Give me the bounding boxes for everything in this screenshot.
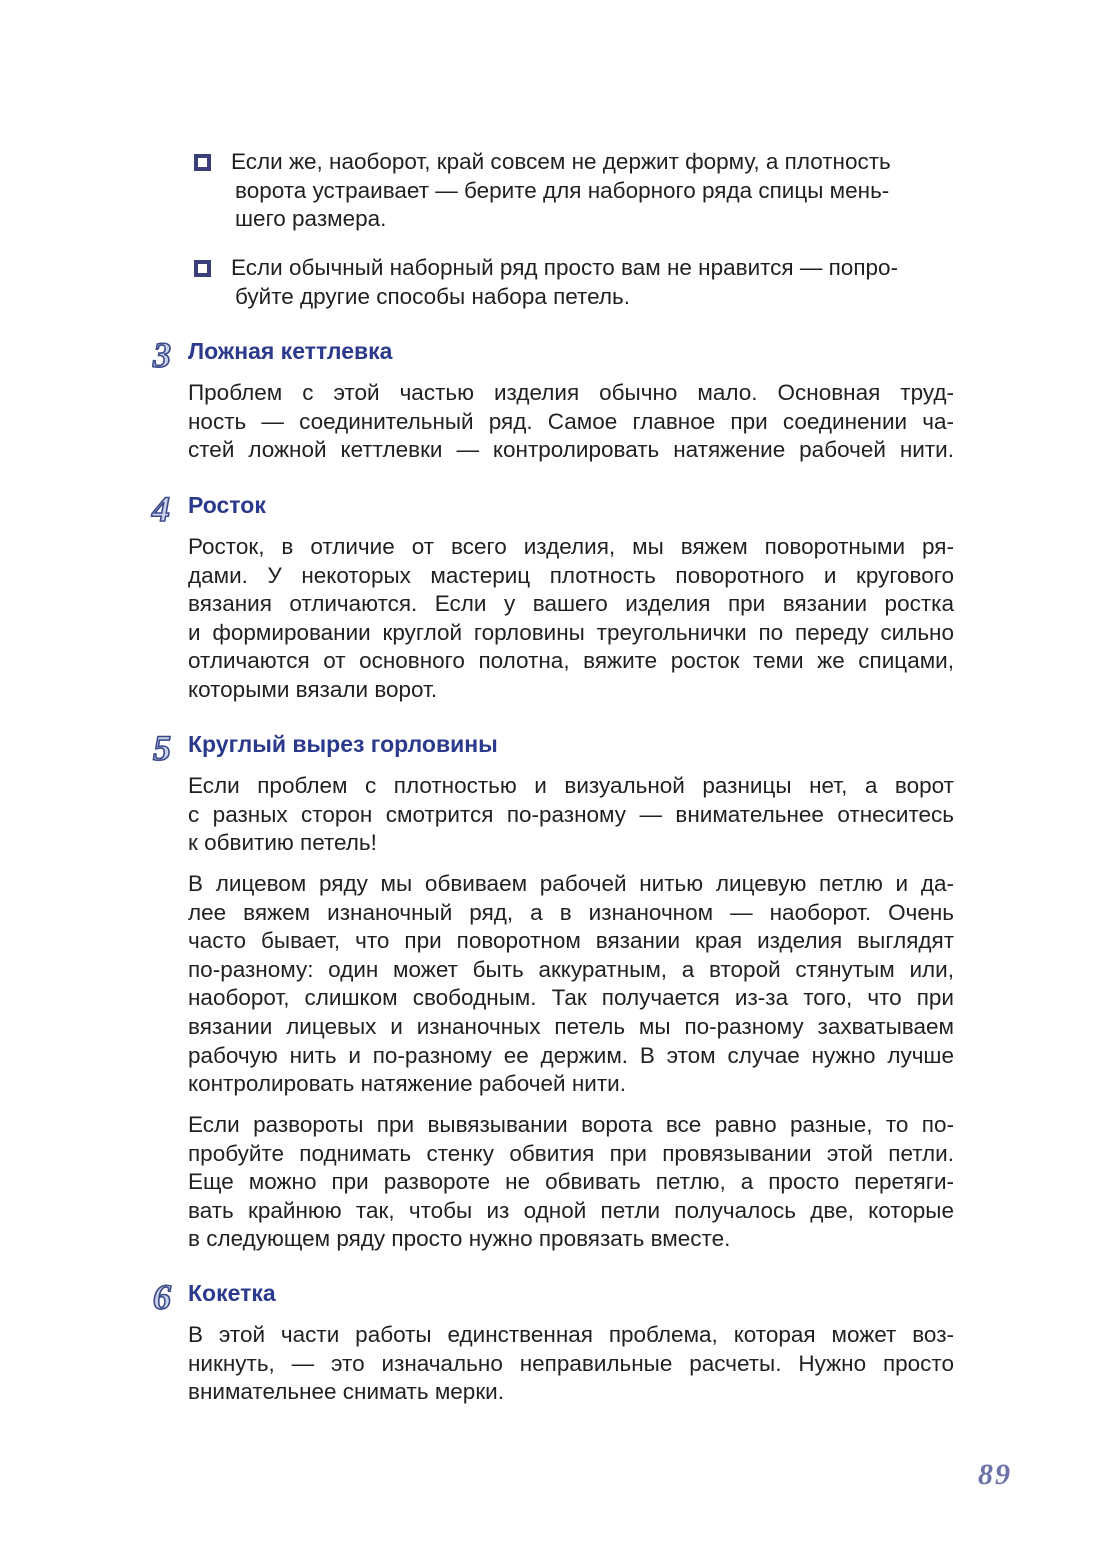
svg-text:5: 5 xyxy=(153,729,171,765)
page-number: 89 xyxy=(978,1458,1012,1491)
section-title: Кокетка xyxy=(188,1280,276,1306)
svg-text:6: 6 xyxy=(153,1278,171,1314)
section-title: Круглый вырез горловины xyxy=(188,731,498,757)
square-bullet-icon xyxy=(194,260,211,277)
square-bullet-icon xyxy=(194,154,211,171)
bullet-item xyxy=(194,254,954,311)
numeral-4-icon xyxy=(150,490,184,526)
paragraph: Если проблем с плотностью и визуальной разницы нет, а ворот с разных сторон смотрится по-разному — внимательнее отнеситесь к обвитию петель! xyxy=(188,773,954,856)
numeral-3-icon xyxy=(150,336,184,372)
bullet-text: Если обычный наборный ряд просто вам не нравится — попро- буйте другие способы набора петель. xyxy=(231,255,899,309)
paragraph: В лицевом ряду мы обвиваем рабочей нитью лицевую петлю и да- лее вяжем изнаночный ряд, а в изнаночном — наоборот. Очень часто бывает, что при поворотном вязании края изделия выглядят по-разному: один может быть аккуратным, а второй стянутым или, наоборот, слишком свободным. Так получается из-за того, что при вязании лицевых и изнаночных петель мы по-разному захватываем рабочую нить и по-разному ее держим. В этом случае нужно лучше контролировать натяжение рабочей нити. xyxy=(188,871,954,1097)
svg-text:4: 4 xyxy=(152,490,170,526)
section-title: Росток xyxy=(188,492,266,518)
numeral-5-icon xyxy=(150,729,184,765)
section-title: Ложная кеттлевка xyxy=(188,338,393,364)
paragraph: Если развороты при вывязывании ворота все равно разные, то по- пробуйте поднимать стенку обвития при провязывании этой петли. Еще можно при развороте не обвивать петлю, а просто перетяги- вать крайнюю так, чтобы из одной петли получалось две, которые в следующем ряду просто нужно провязать вместе. xyxy=(188,1112,954,1252)
bullet-text: Если же, наоборот, край совсем не держит форму, а плотность ворота устраивает — берите для наборного ряда спицы мень- шего размера. xyxy=(231,149,891,232)
paragraph: Проблем с этой частью изделия обычно мало. Основная труд- ность — соединительный ряд. Самое главное при соединении ча- стей ложной кеттлевки — контролировать натяжение рабочей нити. xyxy=(188,380,954,463)
svg-text:3: 3 xyxy=(153,336,171,372)
paragraph: Росток, в отличие от всего изделия, мы вяжем поворотными ря- дами. У некоторых мастериц плотность поворотного и кругового вязания отличаются. Если у вашего изделия при вязании ростка и формировании круглой горловины треугольнички по переду сильно отличаются от основного полотна, вяжите росток теми же спицами, которыми вязали ворот. xyxy=(188,534,954,702)
numeral-6-icon xyxy=(150,1278,184,1314)
paragraph: В этой части работы единственная проблема, которая может воз- никнуть, — это изначально неправильные расчеты. Нужно просто внимательнее снимать мерки. xyxy=(188,1322,954,1405)
bullet-item xyxy=(194,148,954,234)
